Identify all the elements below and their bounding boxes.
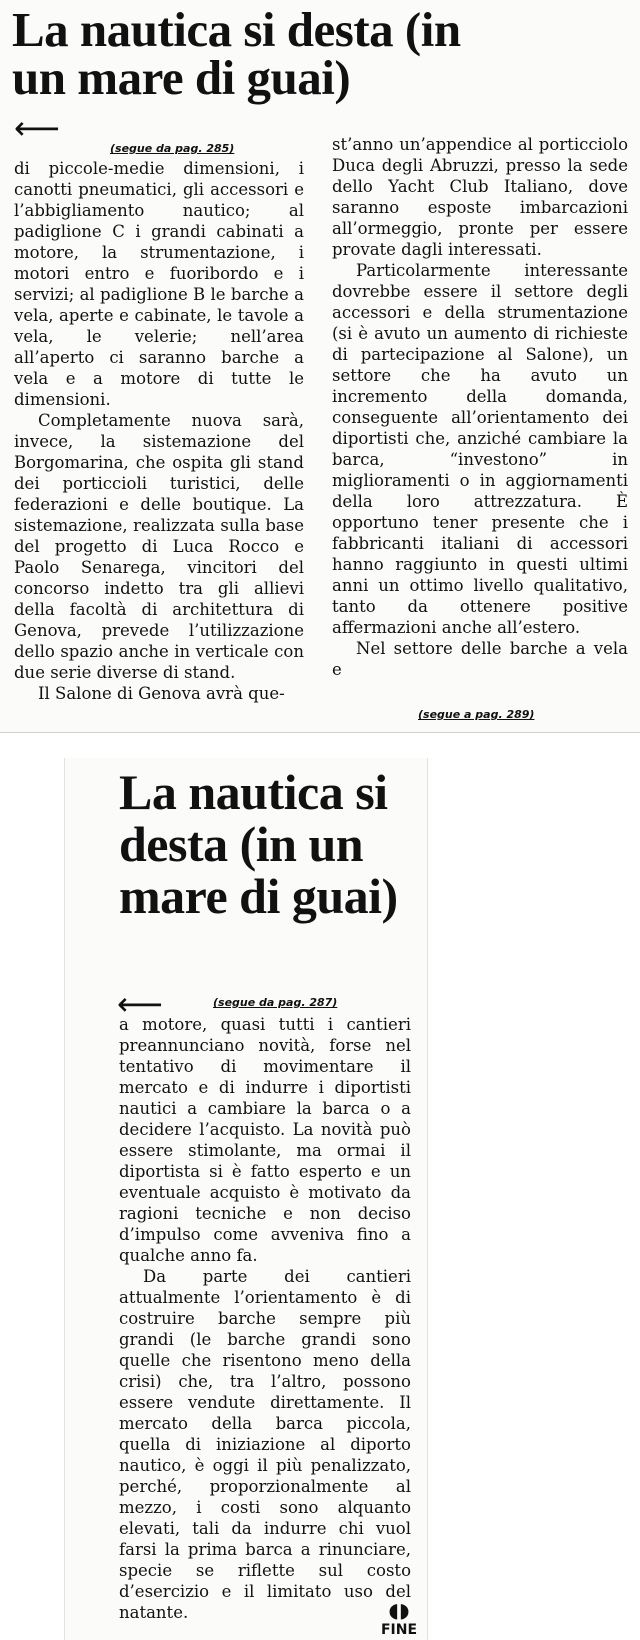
headline: La nautica si desta (in un mare di guai) (119, 764, 398, 924)
paragraph: Nel settore delle barche a vela e (332, 639, 628, 679)
paragraph: Da parte dei cantieri attualmente l’orientamento è di costruire barche sempre più grandi (le barche grandi sono quelle che risentono meno della crisi) che, tra l’altro, possono essere vendute direttamente. Il mercato della barca piccola, quella di iniziazione al diporto nautico, è oggi il più penalizzato, perché, proporzionalmente al mezzo, i costi sono alquanto elevati, tali da indurre chi vuol farsi la prima barca a rinunciare, specie se riflette sul costo d’esercizio e il limitato uso del natante. (119, 1267, 411, 1622)
arrow-left-icon: ⟵ (117, 985, 163, 1023)
continued-to-label: (segue a pag. 289) (418, 708, 535, 721)
paragraph: st’anno un’appendice al porticciolo Duca degli Abruzzi, presso la sede dello Yacht Club Italiano, dove saranno esposte imbarcazioni all’ormeggio, pronte per essere provate dagli interessati. (332, 135, 628, 259)
article-column-1 (14, 158, 304, 704)
arrow-left-icon: ⟵ (14, 109, 60, 147)
publication-logo (379, 1598, 419, 1638)
article-column-2 (332, 134, 628, 680)
logo-mark-icon: ◖◗ (388, 1598, 410, 1622)
article-column (119, 1014, 411, 1623)
paragraph: Particolarmente interessante dovrebbe essere il settore degli accessori e della strumentazione (si è avuto un aumento di richieste di partecipazione al Salone), un settore che ha avuto un incremento della domanda, conseguente all’orientamento dei diportisti che, anziché cambiare la barca, “investono” in miglioramenti o in aggiornamenti della loro attrezzatura. È opportuno tener presente che i fabbricanti italiani di accessori hanno raggiunto in questi ultimi anni un ottimo livello qualitativo, tanto da ottenere positive affermazioni anche all’estero. (332, 261, 628, 637)
headline: La nautica si desta (in un mare di guai) (12, 2, 461, 105)
logo-fine-text: FINE (380, 1622, 418, 1638)
continued-from-label: (segue da pag. 285) (110, 142, 235, 155)
article-clipping-bottom (64, 758, 428, 1640)
paragraph: di piccole-medie dimensioni, i canotti pneumatici, gli accessori e l’abbigliamento nautico; al padiglione C i grandi cabinati a motore, la strumentazione, i motori entro e fuoribordo e i servizi; al padiglione B le barche a vela, aperte e cabinate, le tavole a vela, le velerie; nell’area all’aperto ci saranno barche a vela e a motore di tutte le dimensioni. (14, 159, 304, 409)
continued-from-label: (segue da pag. 287) (213, 996, 338, 1009)
article-clipping-top (0, 0, 640, 733)
paragraph: Il Salone di Genova avrà que- (38, 684, 285, 703)
paragraph: a motore, quasi tutti i cantieri preannunciano novità, forse nel tentativo di movimentare il mercato e di indurre i diportisti nautici a cambiare la barca o a decidere l’acquisto. La novità può essere stimolante, ma ormai il diportista si è fatto esperto e un eventuale acquisto è motivato da ragioni tecniche e non deciso d’impulso come avveniva fino a qualche anno fa. (119, 1015, 411, 1265)
paragraph: Completamente nuova sarà, invece, la sistemazione del Borgomarina, che ospita gli stand dei porticcioli turistici, delle federazioni e delle boutique. La sistemazione, realizzata sulla base del progetto di Luca Rocco e Paolo Senarega, vincitori del concorso indetto tra gli allievi della facoltà di architettura di Genova, prevede l’utilizzazione dello spazio anche in verticale con due serie diverse di stand. (14, 411, 304, 682)
